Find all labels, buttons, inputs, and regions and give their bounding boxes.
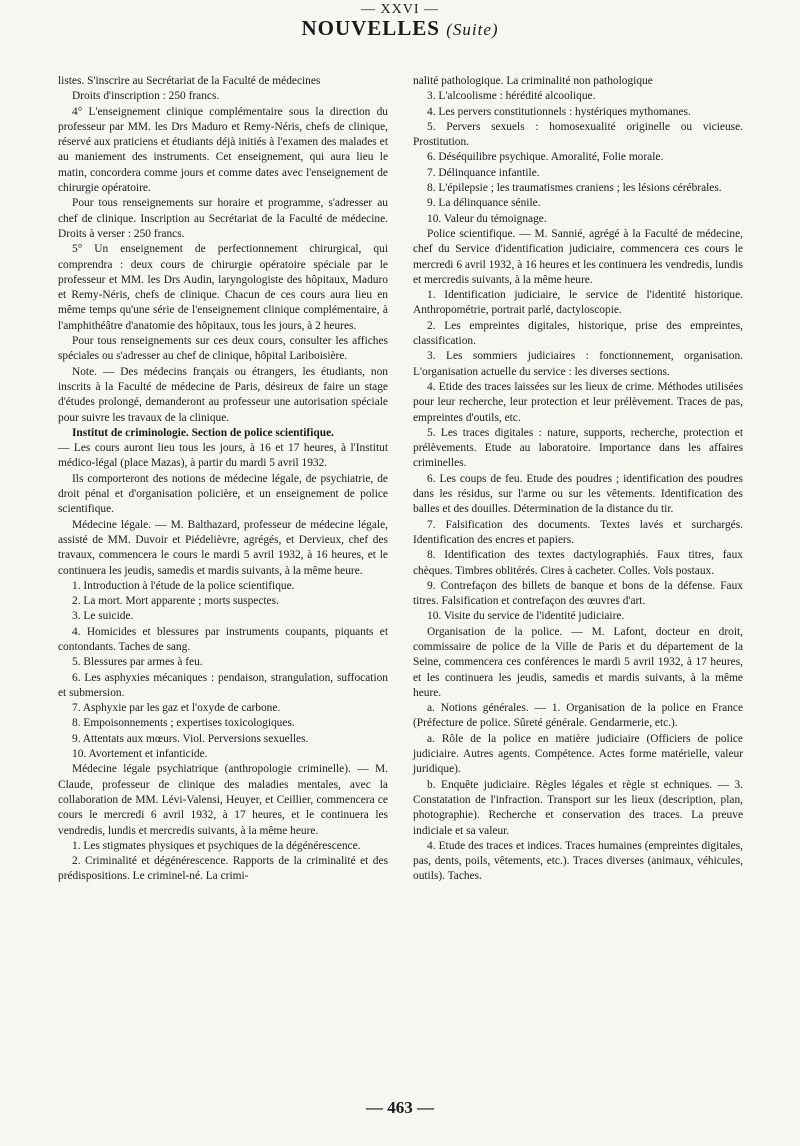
list-item: a. Notions générales. — 1. Organisation de la police en France (Préfecture de police. Sûreté générale. Gendarmerie, etc.). [413, 702, 743, 730]
list-item: 7. Délinquance infantile. [427, 166, 540, 179]
section-title-text: NOUVELLES [301, 16, 440, 40]
list-item: 4. Etude des traces et indices. Traces humaines (empreintes digitales, pas, dents, poils, vêtements, etc.). Traces diverses (animaux, véhicules, outils). Taches. [413, 839, 743, 883]
list-item: 10. Avortement et infanticide. [72, 748, 208, 761]
roman-page-number: — XXVI — [361, 2, 439, 17]
list-item: 9. La délinquance sénile. [427, 197, 541, 210]
paragraph: Pour tous renseignements sur horaire et programme, s'adresser au chef de clinique. Inscription au Secrétariat de la Faculté de médecine. Droits à verser : 250 francs. [58, 197, 388, 240]
list-item: 2. Les empreintes digitales, historique, prise des empreintes, classification. [413, 319, 743, 348]
list-item: 3. Les sommiers judiciaires : fonctionnement, organisation. L'organisation actuelle du service : les diverses sections. [413, 350, 743, 378]
list-item: 1. Les stigmates physiques et psychiques de la dégénérescence. [72, 839, 361, 852]
list-item: 4. Les pervers constitutionnels : hystériques mythomanes. [427, 105, 691, 118]
list-item: 10. Valeur du témoignage. [427, 212, 547, 225]
page-number: — 463 — [366, 1098, 434, 1117]
list-item: 7. Falsification des documents. Textes lavés et surchargés. Identification des encres et papiers. [413, 518, 743, 546]
list-item: b. Enquête judiciaire. Règles légales et règle st echniques. — 3. Constatation de l'infraction. Transport sur les lieux (description, plan, photographie). Recherche et conservation des traces. La preuve indiciale et sa valeur. [413, 778, 743, 837]
paragraph: listes. S'inscrire au Secrétariat de la Faculté de médecines [58, 75, 321, 87]
page-header [0, 2, 800, 41]
list-item: 2. La mort. Mort apparente ; morts suspectes. [72, 595, 279, 608]
paragraph: nalité pathologique. La criminalité non pathologique [413, 75, 653, 87]
list-item: 1. Identification judiciaire, le service de l'identité historique. Anthropométrie, portrait parlé, dactyloscopie. [413, 289, 743, 317]
list-item: 9. Contrefaçon des billets de banque et bons de la défense. Faux titres. Falsification et contrefaçon des œuvres d'art. [413, 579, 743, 608]
left-column [58, 74, 388, 885]
note-paragraph: Note. — Des médecins français ou étrangers, les étudiants, non inscrits à la Faculté de médecine de Paris, désireux de faire un stage d'études prolongé, demanderont au professeur une autorisation spéciale pour suivre les travaux de la clinique. [58, 365, 388, 424]
list-item: 6. Les coups de feu. Etude des poudres ; identification des poudres dans les résidus, sur l'arme ou sur les vêtements. Identification des balles et des douilles. Détermination de la distance du tir. [413, 472, 743, 516]
list-item: 10. Visite du service de l'identité judiciaire. [427, 610, 625, 623]
right-column [413, 74, 743, 885]
list-item: 3. Le suicide. [72, 610, 134, 623]
list-item: 5. Pervers sexuels : homosexualité originelle ou vicieuse. Prostitution. [413, 120, 743, 149]
list-item: 9. Attentats aux mœurs. Viol. Perversions sexuelles. [72, 732, 309, 745]
course-heading-paragraph: Organisation de la police. — M. Lafont, docteur en droit, commissaire de police de la Ville de Paris et du département de la Seine, commencera ces conférences le mardi 5 avril 1932, à 17 heures, et les continuera les jeudis, samedis et mardis suivants, à la même heure. [413, 625, 743, 699]
list-item: 7. Asphyxie par les gaz et l'oxyde de carbone. [72, 702, 281, 715]
course-heading-paragraph: Médecine légale. — M. Balthazard, professeur de médecine légale, assisté de MM. Duvoir et Piédelièvre, agrégés, et Dervieux, chef des travaux, commencera le cours le mardi 5 avril 1932, à 16 heures, et le continuera les jeudis, samedis et mardis suivants, à la même heure. [58, 518, 388, 577]
course-heading-paragraph: Police scientifique. — M. Sannié, agrégé à la Faculté de médecine, chef du Service d'identification judiciaire, commencera ces cours le mercredi 6 avril 1932, à 16 heures et les continuera les vendredis, lundis et mercredis suivants, à la même heure. [413, 227, 743, 286]
institute-heading: Institut de criminologie. Section de police scientifique. [72, 426, 334, 439]
paragraph: Pour tous renseignements sur ces deux cours, consulter les affiches spéciales ou s'adresser au chef de clinique, hôpital Lariboisière. [58, 335, 388, 363]
list-item: 2. Criminalité et dégénérescence. Rapports de la criminalité et des prédispositions. Le criminel-né. La crimi- [58, 855, 388, 883]
paragraph: Droits d'inscription : 250 francs. [72, 90, 220, 103]
list-item: 6. Déséquilibre psychique. Amoralité, Folie morale. [427, 151, 664, 164]
section-title-suffix: (Suite) [446, 20, 499, 39]
paragraph: — Les cours auront lieu tous les jours, à 16 et 17 heures, à l'Institut médico-légal (place Mazas), à partir du mardi 5 avril 1932. [58, 442, 388, 470]
section-title [0, 16, 800, 41]
list-item: 5. Blessures par armes à feu. [72, 656, 203, 669]
list-item: 8. Empoisonnements ; expertises toxicologiques. [72, 717, 295, 730]
list-item: 3. L'alcoolisme : hérédité alcoolique. [427, 90, 596, 103]
list-item: 5. Les traces digitales : nature, supports, recherche, protection et prélèvements. Etude au laboratoire. Importance dans les affaires criminelles. [413, 426, 743, 470]
paragraph: 4° L'enseignement clinique complémentaire sous la direction du professeur par MM. les Drs Maduro et Remy-Néris, chefs de clinique, réservé aux praticiens et étudiants déjà initiés à l'examen des malades et au maniement des instruments. Cet enseignement, qui aura lieu le matin, concordera comme jours et comme dates avec l'enseignement de chirurgie opératoire. [58, 105, 388, 195]
list-item: 1. Introduction à l'étude de la police scientifique. [72, 579, 295, 592]
list-item: 6. Les asphyxies mécaniques : pendaison, strangulation, suffocation et submersion. [58, 671, 388, 699]
list-item: 4. Homicides et blessures par instruments coupants, piquants et contondants. Taches de sang. [58, 625, 388, 653]
course-heading-paragraph: Médecine légale psychiatrique (anthropologie criminelle). — M. Claude, professeur de clinique des maladies mentales, avec la collaboration de MM. Lévi-Valensi, Heuyer, et Ceillier, commencera ce cours le mercredi 6 avril 1932, à 17 heures, et le continuera les vendredis, lundis et mercredis suivants, à la même heure. [58, 763, 388, 837]
paragraph: 5° Un enseignement de perfectionnement chirurgical, qui comprendra : deux cours de chirurgie opératoire spéciale par le professeur et MM. les Drs Audin, laryngologiste des hôpitaux, Maduro et Remy-Néris, chefs de clinique. Chacun de ces cours aura lieu en même temps qu'une série de l'enseignement clinique complémentaire, à l'amphithéâtre d'anatomie des hôpitaux, tous les jours, à 2 heures. [58, 243, 388, 332]
list-item: a. Rôle de la police en matière judiciaire (Officiers de police judiciaire. Autres agents. Compétence. Actes forme matérielle, valeur juridique). [413, 732, 743, 776]
paragraph: Ils comporteront des notions de médecine légale, de psychiatrie, de droit pénal et d'organisation policière, et un enseignement de police scientifique. [58, 472, 388, 516]
list-item: 8. Identification des textes dactylographiés. Faux titres, faux chèques. Timbres oblitérés. Cires à cacheter. Colles. Vols postaux. [413, 549, 743, 577]
list-item: 8. L'épilepsie ; les traumatismes craniens ; les lésions cérébrales. [427, 182, 722, 195]
list-item: 4. Etide des traces laissées sur les lieux de crime. Méthodes utilisées pour leur recherche, leur protection et leur prélèvement. Traces de pas, empreintes d'outils, etc. [413, 380, 743, 424]
